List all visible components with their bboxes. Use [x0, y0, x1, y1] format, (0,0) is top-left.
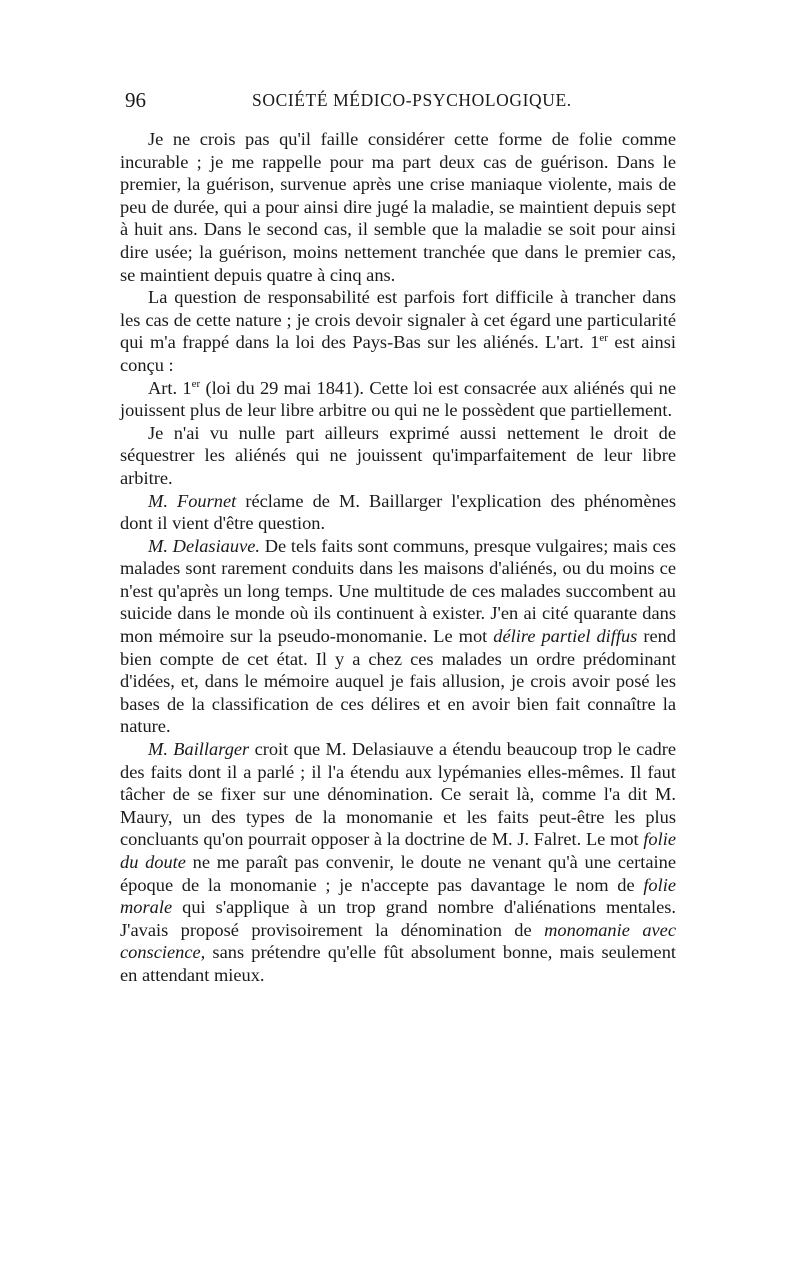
paragraph-1 [120, 128, 676, 286]
paragraph-3-text: (loi du 29 mai 1841). Cette loi est consacrée aux aliénés qui ne jouissent plus de leur libre arbitre ou qui ne le possèdent que partiellement. [120, 377, 677, 421]
paragraph-3 [120, 377, 676, 422]
paragraph-5-text: réclame de M. Baillarger l'explication des phénomènes dont il vient d'être question. [120, 490, 677, 534]
paragraph-7-text-3: qui s'applique à un trop grand nombre d'aliénations mentales. J'avais proposé provisoirement la dénomination de [120, 897, 676, 940]
superscript-er: er [191, 377, 201, 390]
book-page [120, 88, 676, 987]
italic-term: folie du doute [120, 829, 676, 872]
paragraph-3-start: Art. 1 [148, 377, 192, 398]
paragraph-2 [120, 286, 676, 376]
speaker-name: M. Delasiauve. [148, 535, 260, 556]
paragraph-7 [120, 738, 676, 987]
paragraph-2-text: La question de responsabilité est parfois fort difficile à trancher dans les cas de cette nature ; je crois devoir signaler à cet égard une particularité qui m'a frappé dans la loi des Pays-Bas sur les aliénés. L'art. 1 [120, 287, 676, 353]
superscript-er: er [599, 332, 608, 345]
page-header [120, 88, 676, 122]
paragraph-1-text: Je ne crois pas qu'il faille considérer cette forme de folie comme incurable ; je me rappelle pour ma part deux cas de guérison. Dans le premier, la guérison, survenue après une crise maniaque violente, mais de peu de durée, qui a pour ainsi dire jugé la maladie, se maintient depuis sept à huit ans. Dans le second cas, il semble que la maladie se soit pour ainsi dire usée; la guérison, moins nettement tranchée que dans le premier cas, se maintient depuis quatre à cinq ans. [120, 129, 676, 285]
paragraph-7-text-end: sans prétendre qu'elle fût absolument bonne, mais seulement en attendant mieux. [120, 942, 676, 985]
paragraph-4-text: Je n'ai vu nulle part ailleurs exprimé aussi nettement le droit de séquestrer les aliénés qui ne jouissent qu'imparfaitement de leur libre arbitre. [120, 422, 676, 488]
speaker-name: M. Baillarger [148, 739, 250, 760]
italic-term: monomanie avec conscience, [120, 919, 677, 963]
paragraph-7-text: croit que M. Delasiauve a étendu beaucoup trop le cadre des faits dont il a parlé ; il l'a étendu aux lypémanies elles-mêmes. Il faut tâcher de se fixer sur une dénomination. Ce serait là, comme l'a dit M. Maury, un des types de la monomanie et les faits peut-être les plus concluants qu'on pourrait opposer à la doctrine de M. J. Falret. Le mot [120, 739, 676, 850]
paragraph-2-end: est ainsi conçu : [120, 332, 676, 375]
paragraph-6-text-end: rend bien compte de cet état. Il y a chez ces malades un ordre prédominant d'idées, et, dans le mémoire auquel je fais allusion, je crois avoir posé les bases de la classification de ces délires et en avoir bien fait connaître la nature. [120, 626, 676, 737]
page-number: 96 [125, 88, 146, 112]
italic-term: délire partiel diffus [493, 626, 638, 647]
paragraph-5 [120, 490, 676, 535]
paragraph-6 [120, 535, 676, 738]
running-title: SOCIÉTÉ MÉDICO-PSYCHOLOGIQUE. [252, 90, 572, 110]
speaker-name: M. Fournet [148, 490, 237, 511]
paragraph-7-text-2: ne me paraît pas convenir, le doute ne venant qu'à une certaine époque de la monomanie ; je n'accepte pas davantage le nom de [120, 852, 676, 895]
italic-term: folie morale [120, 874, 676, 918]
paragraph-6-text: De tels faits sont communs, presque vulgaires; mais ces malades sont rarement conduits dans les maisons d'aliénés, ou du moins ce n'est qu'après un long temps. Une multitude de ces malades succombent au suicide dans le monde où ils continuent à exister. J'en ai cité quarante dans mon mémoire sur la pseudo-monomanie. Le mot [120, 535, 677, 647]
paragraph-4 [120, 422, 676, 490]
